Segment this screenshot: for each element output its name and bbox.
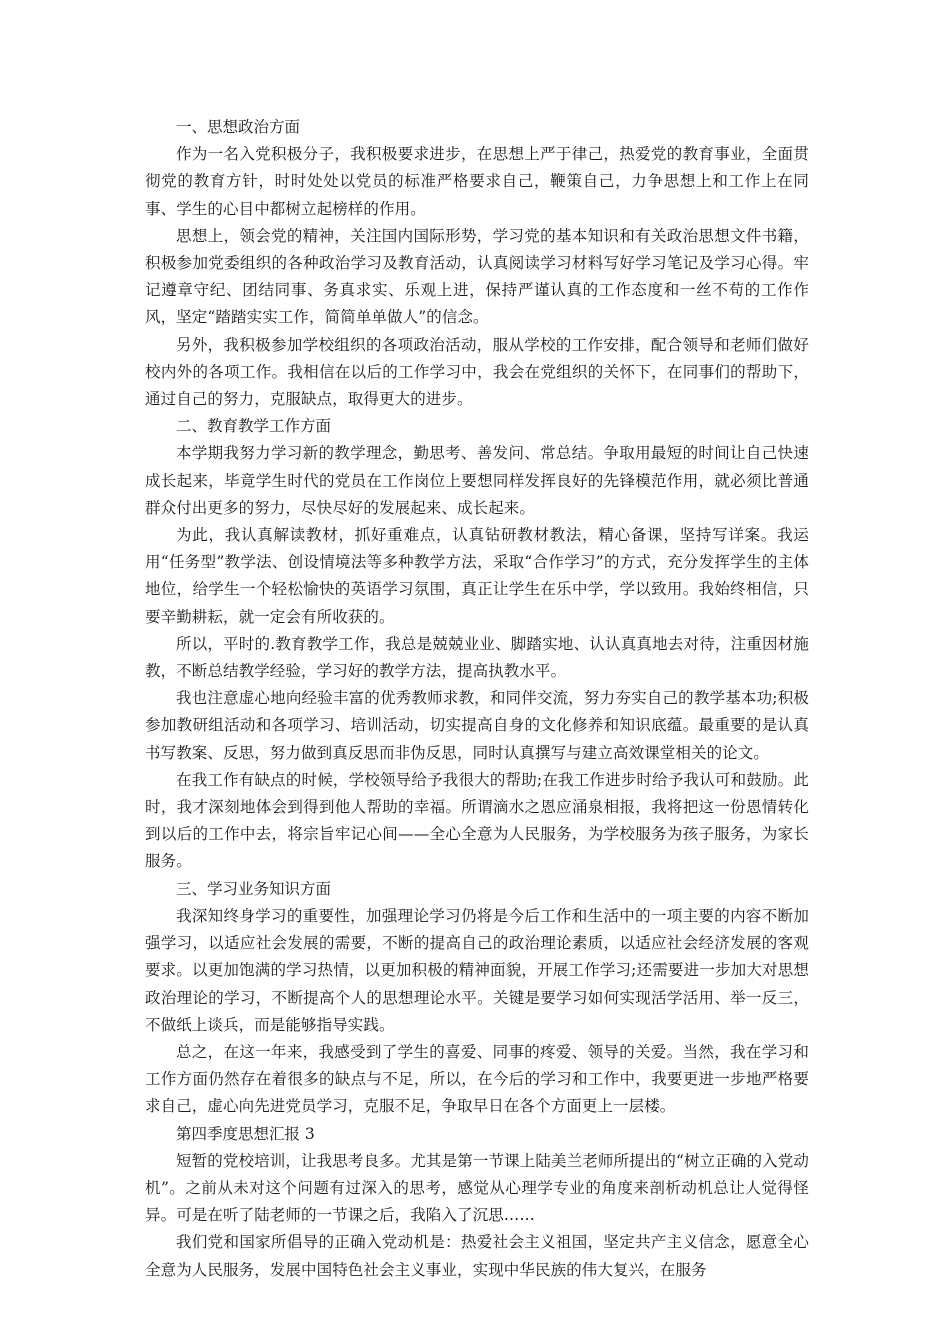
paragraph: 我们党和国家所倡导的正确入党动机是：热爱社会主义祖国，坚定共产主义信念，愿意全心全意为人民服务，发展中国特色社会主义事业，实现中华民族的伟大复兴，在服务 bbox=[145, 1233, 809, 1279]
paragraph: 我也注意虚心地向经验丰富的优秀教师求教，和同伴交流，努力夯实自己的教学基本功;积极参加教研组活动和各项学习、培训活动，切实提高自身的文化修养和知识底蕴。最重要的是认真书写教案、反思，努力做到真反思而非伪反思，同时认真撰写与建立高效课堂相关的论文。 bbox=[145, 689, 809, 762]
paragraph: 总之，在这一年来，我感受到了学生的喜爱、同事的疼爱、领导的关爱。当然，我在学习和工作方面仍然存在着很多的缺点与不足，所以，在今后的学习和工作中，我要更进一步地严格要求自己，虚心向先进党员学习，克服不足，争取早日在各个方面更上一层楼。 bbox=[145, 1042, 809, 1116]
paragraph: 所以，平时的.教育教学工作，我总是兢兢业业、脚踏实地、认认真真地去对待，注重因材施教，不断总结教学经验，学习好的教学方法，提高执教水平。 bbox=[145, 634, 809, 681]
report-title: 第四季度思想汇报 3 bbox=[176, 1124, 315, 1143]
paragraph: 本学期我努力学习新的教学理念，勤思考、善发问、常总结。争取用最短的时间让自己快速成长起来，毕竟学生时代的党员在工作岗位上要想同样发挥良好的先锋模范作用，就必须比普通群众付出更多的努力，尽快尽好的发展起来、成长起来。 bbox=[145, 444, 809, 517]
paragraph: 在我工作有缺点的时候，学校领导给予我很大的帮助;在我工作进步时给予我认可和鼓励。此时，我才深刻地体会到得到他人帮助的幸福。所谓滴水之恩应涌泉相报，我将把这一份恩情转化到以后的工作中去，将宗旨牢记心间——全心全意为人民服务，为学校服务为孩子服务，为家长服务。 bbox=[145, 770, 809, 871]
paragraph: 我深知终身学习的重要性，加强理论学习仍将是今后工作和生活中的一项主要的内容不断加强学习，以适应社会发展的需要，不断的提高自己的政治理论素质，以适应社会经济发展的客观要求。以更加饱满的学习热情，以更加积极的精神面貌，开展工作学习;还需要进一步加大对思想政治理论的学习，不断提高个人的思想理论水平。关键是要学习如何实现活学活用、举一反三，不做纸上谈兵，而是能够指导实践。 bbox=[145, 906, 809, 1034]
document-body bbox=[145, 114, 809, 1284]
paragraph: 另外，我积极参加学校组织的各项政治活动，服从学校的工作安排，配合领导和老师们做好校内外的各项工作。我相信在以后的工作学习中，我会在党组织的关怀下，在同事们的帮助下，通过自己的努力，克服缺点，取得更大的进步。 bbox=[145, 335, 809, 409]
section-heading-teaching: 二、教育教学工作方面 bbox=[176, 417, 332, 436]
paragraph: 为此，我认真解读教材，抓好重难点，认真钻研教材教法，精心备课，坚持写详案。我运用“任务型”教学法、创设情境法等多种教学方法，采取“合作学习”的方式，充分发挥学生的主体地位，给学生一个轻松愉快的英语学习氛围，真正让学生在乐中学，学以致用。我始终相信，只要辛勤耕耘，就一定会有所收获的。 bbox=[145, 526, 809, 626]
paragraph: 思想上，领会党的精神，关注国内国际形势，学习党的基本知识和有关政治思想文件书籍，积极参加党委组织的各种政治学习及教育活动，认真阅读学习材料写好学习笔记及学习心得。牢记遵章守纪、团结同事、务真求实、乐观上进，保持严谨认真的工作态度和一丝不苟的工作作风，坚定“踏踏实实工作，简简单单做人”的信念。 bbox=[145, 226, 809, 327]
paragraph: 作为一名入党积极分子，我积极要求进步，在思想上严于律己，热爱党的教育事业，全面贯彻党的教育方针，时时处处以党员的标准严格要求自己，鞭策自己，力争思想上和工作上在同事、学生的心目中都树立起榜样的作用。 bbox=[145, 145, 809, 218]
section-heading-study: 三、学习业务知识方面 bbox=[176, 879, 332, 898]
section-heading-politics: 一、思想政治方面 bbox=[176, 118, 301, 136]
paragraph: 短暂的党校培训，让我思考良多。尤其是第一节课上陆美兰老师所提出的“树立正确的入党动机”。之前从未对这个问题有过深入的思考，感觉从心理学专业的角度来剖析动机总让人觉得怪异。可是在听了陆老师的一节课之后，我陷入了沉思…… bbox=[145, 1151, 809, 1225]
